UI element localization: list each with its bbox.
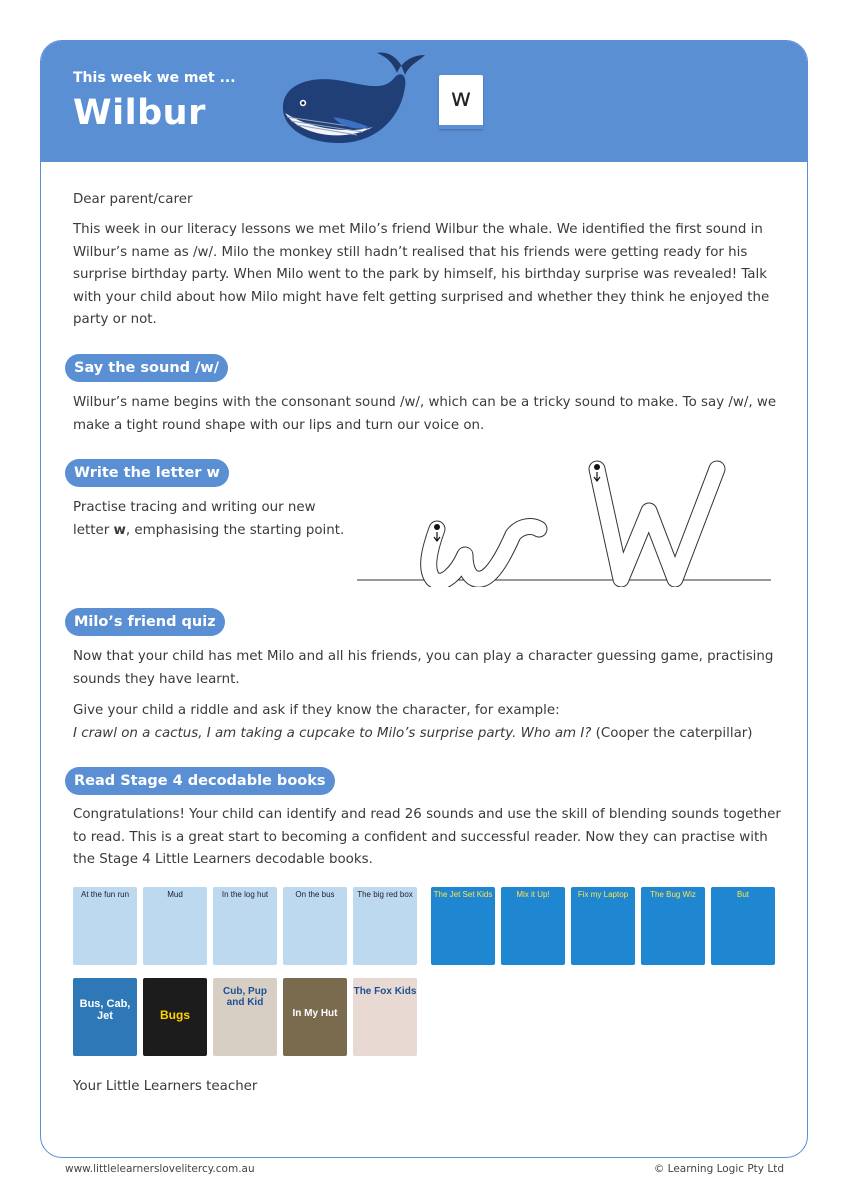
header-kicker: This week we met ...: [73, 70, 236, 86]
book-cover: Mud: [143, 887, 207, 965]
intro-paragraph: This week in our literacy lessons we met Milo’s friend Wilbur the whale. We identified the first sound in Wilbur’s name as /w/. Milo the monkey still hadn’t realised that his friends were getting ready for his surprise birthday party. When Milo went to the park by himself, his birthday surprise was revealed! Talk with your child about how Milo might have felt getting surprised and whether they think he enjoyed the party or not.: [73, 222, 770, 328]
book-cover: In the log hut: [213, 887, 277, 965]
book-cover: The Jet Set Kids: [431, 887, 495, 965]
start-point-icon: [434, 524, 440, 530]
book-cover: Mix it Up!: [501, 887, 565, 965]
book-cover: In My Hut: [283, 978, 347, 1056]
quiz-paragraph-1: Now that your child has met Milo and all his friends, you can play a character guessing game, practising sounds they have learnt.: [73, 649, 774, 687]
whale-illustration: [273, 47, 443, 147]
write-body-line2-suffix: , emphasising the starting point.: [125, 522, 345, 538]
quiz-answer: (Cooper the caterpillar): [591, 725, 753, 741]
letter-card-bar: [439, 125, 483, 129]
start-point-icon: [594, 464, 600, 470]
letter-card: [439, 75, 483, 129]
section-title-say-sound: Say the sound /w/: [65, 354, 228, 382]
footer-website[interactable]: www.littlelearnerslovelitercy.com.au: [65, 1163, 255, 1175]
quiz-paragraph-2: [73, 700, 783, 745]
footer-copyright: © Learning Logic Pty Ltd: [653, 1163, 784, 1175]
newsletter-card: [40, 40, 808, 1158]
book-cover: The big red box: [353, 887, 417, 965]
book-cover: Cub, Pup and Kid: [213, 978, 277, 1056]
write-title-prefix: Write the letter: [74, 465, 207, 481]
letter-tracing-guide: [357, 455, 773, 587]
book-cover: The Fox Kids: [353, 978, 417, 1056]
write-title-letter: w: [206, 465, 220, 481]
write-body-letter: w: [113, 522, 126, 538]
books-paragraph: Congratulations! Your child can identify and read 26 sounds and use the skill of blending sounds together to read. This is a great start to becoming a confident and successful reader. Now they can practise with the Stage 4 Little Learners decodable books.: [73, 807, 781, 868]
section-title-quiz: Milo’s friend quiz: [65, 608, 225, 636]
greeting: Dear parent/carer: [73, 192, 193, 207]
letter-card-letter: w: [450, 83, 472, 112]
quiz-riddle: I crawl on a cactus, I am taking a cupcake to Milo’s surprise party. Who am I?: [73, 725, 592, 741]
book-cover: On the bus: [283, 887, 347, 965]
write-body-line1: Practise tracing and writing our new: [73, 500, 316, 515]
write-body-line2-prefix: letter: [73, 522, 114, 538]
book-cover: Bus, Cab, Jet: [73, 978, 137, 1056]
section-title-write-letter: [65, 459, 229, 487]
book-cover: But: [711, 887, 775, 965]
book-cover: At the fun run: [73, 887, 137, 965]
header-banner: [41, 41, 807, 162]
book-cover: The Bug Wiz: [641, 887, 705, 965]
header-character-name: Wilbur: [73, 93, 206, 133]
book-cover: Bugs: [143, 978, 207, 1056]
quiz-body-2: Give your child a riddle and ask if they know the character, for example:: [73, 703, 560, 718]
say-sound-paragraph: Wilbur’s name begins with the consonant sound /w/, which can be a tricky sound to make. To say /w/, we make a tight round shape with our lips and turn our voice on.: [73, 395, 777, 433]
section-title-read-books: Read Stage 4 decodable books: [65, 767, 335, 795]
write-letter-paragraph: [73, 497, 353, 542]
signoff: Your Little Learners teacher: [73, 1079, 258, 1094]
book-cover: Fix my Laptop: [571, 887, 635, 965]
